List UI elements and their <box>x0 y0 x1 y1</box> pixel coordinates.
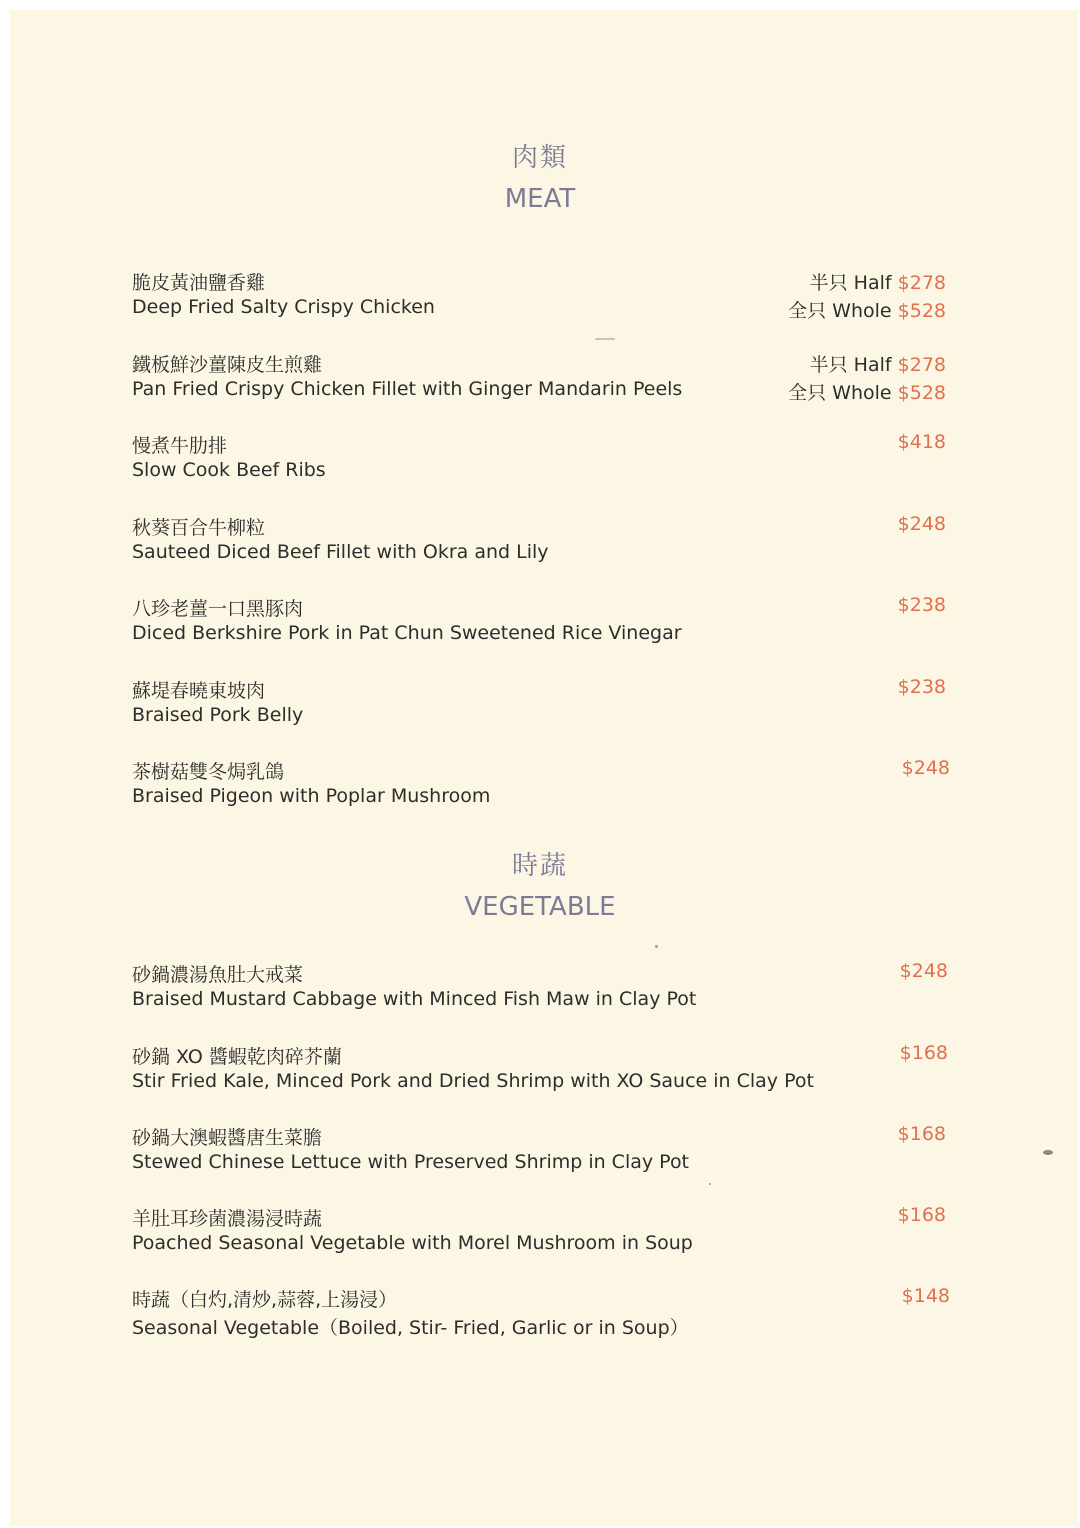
dish-price: $238 <box>897 594 946 616</box>
dish-price: $168 <box>897 1123 946 1145</box>
dish-name-en: Pan Fried Crispy Chicken Fillet with Ginger Mandarin Peels <box>132 378 683 400</box>
dish-name-en: Braised Mustard Cabbage with Minced Fish Maw in Clay Pot <box>132 988 697 1010</box>
menu-item-braised-mustard-cabbage <box>132 960 952 1016</box>
menu-item-braised-pork-belly <box>132 676 952 732</box>
menu-item-pan-fried-crispy-chicken-fillet <box>132 350 952 406</box>
meat-section-heading <box>0 137 1080 214</box>
whole-price: $528 <box>897 300 946 322</box>
dish-name-zh: 脆皮黃油鹽香雞 <box>132 272 266 294</box>
half-label: 半只 Half <box>809 272 892 294</box>
whole-label: 全只 Whole <box>788 300 892 322</box>
dish-name-en: Braised Pork Belly <box>132 704 304 726</box>
half-price: $278 <box>897 272 946 294</box>
dish-name-en: Stewed Chinese Lettuce with Preserved Shrimp in Clay Pot <box>132 1151 690 1173</box>
dish-name-zh: 八珍老薑一口黑豚肉 <box>132 598 304 620</box>
dish-name-zh: 茶樹菇雙冬焗乳鴿 <box>132 761 285 783</box>
whole-label: 全只 Whole <box>788 382 892 404</box>
whole-price: $528 <box>897 382 946 404</box>
dish-name-zh: 羊肚耳珍菌濃湯浸時蔬 <box>132 1208 323 1230</box>
price-half-line <box>810 350 946 377</box>
price-whole-line <box>788 296 946 323</box>
dish-price: $148 <box>901 1285 950 1307</box>
dish-price: $168 <box>899 1042 948 1064</box>
meat-title-zh: 肉類 <box>511 143 568 173</box>
dish-name-en: Stir Fried Kale, Minced Pork and Dried Shrimp with XO Sauce in Clay Pot <box>132 1070 814 1092</box>
menu-item-deep-fried-salty-crispy-chicken <box>132 268 952 324</box>
dish-name-en: Braised Pigeon with Poplar Mushroom <box>132 785 491 807</box>
dish-name-zh: 秋葵百合牛柳粒 <box>132 517 266 539</box>
menu-item-slow-cook-beef-ribs <box>132 431 952 487</box>
dish-price: $248 <box>897 513 946 535</box>
half-price: $278 <box>897 354 946 376</box>
meat-title-en: MEAT <box>504 184 576 214</box>
dish-name-en: Seasonal Vegetable（Boiled, Stir- Fried, Garlic or in Soup） <box>132 1317 689 1339</box>
dish-name-en: Slow Cook Beef Ribs <box>132 459 326 481</box>
dish-name-zh: 砂鍋大澳蝦醬唐生菜膽 <box>132 1127 323 1149</box>
menu-item-poached-seasonal-vegetable <box>132 1204 952 1260</box>
dish-name-zh: 蘇堤春曉東坡肉 <box>132 680 266 702</box>
dish-price: $248 <box>901 757 950 779</box>
menu-item-diced-beef-fillet-okra-lily <box>132 513 952 569</box>
price-whole-line <box>788 378 946 405</box>
paper-speck <box>655 945 658 948</box>
vegetable-title-en: VEGETABLE <box>464 892 616 922</box>
dish-name-en: Sauteed Diced Beef Fillet with Okra and Lily <box>132 541 549 563</box>
menu-item-stewed-chinese-lettuce <box>132 1123 952 1179</box>
dish-name-zh: 鐵板鮮沙薑陳皮生煎雞 <box>132 354 323 376</box>
menu-item-seasonal-vegetable <box>132 1285 952 1341</box>
paper-speck <box>595 338 615 340</box>
paper-speck <box>1043 1150 1053 1155</box>
dish-name-zh: 砂鍋濃湯魚肚大戒菜 <box>132 964 304 986</box>
dish-name-zh: 慢煮牛肋排 <box>132 435 228 457</box>
dish-price: $238 <box>897 676 946 698</box>
dish-name-zh: 時蔬（白灼,清炒,蒜蓉,上湯浸） <box>132 1289 398 1311</box>
vegetable-title-zh: 時蔬 <box>511 851 568 881</box>
half-label: 半只 Half <box>809 354 892 376</box>
menu-item-braised-pigeon <box>132 757 952 813</box>
dish-name-en: Diced Berkshire Pork in Pat Chun Sweetened Rice Vinegar <box>132 622 682 644</box>
dish-price: $248 <box>899 960 948 982</box>
price-half-line <box>810 268 946 295</box>
dish-price: $168 <box>897 1204 946 1226</box>
menu-item-stir-fried-kale <box>132 1042 952 1098</box>
vegetable-section-heading <box>0 845 1080 922</box>
dish-name-zh: 砂鍋 XO 醬蝦乾肉碎芥蘭 <box>132 1046 342 1068</box>
menu-item-diced-berkshire-pork <box>132 594 952 650</box>
dish-price: $418 <box>897 431 946 453</box>
dish-name-en: Deep Fried Salty Crispy Chicken <box>132 296 435 318</box>
paper-speck <box>709 1183 711 1185</box>
dish-name-en: Poached Seasonal Vegetable with Morel Mushroom in Soup <box>132 1232 693 1254</box>
